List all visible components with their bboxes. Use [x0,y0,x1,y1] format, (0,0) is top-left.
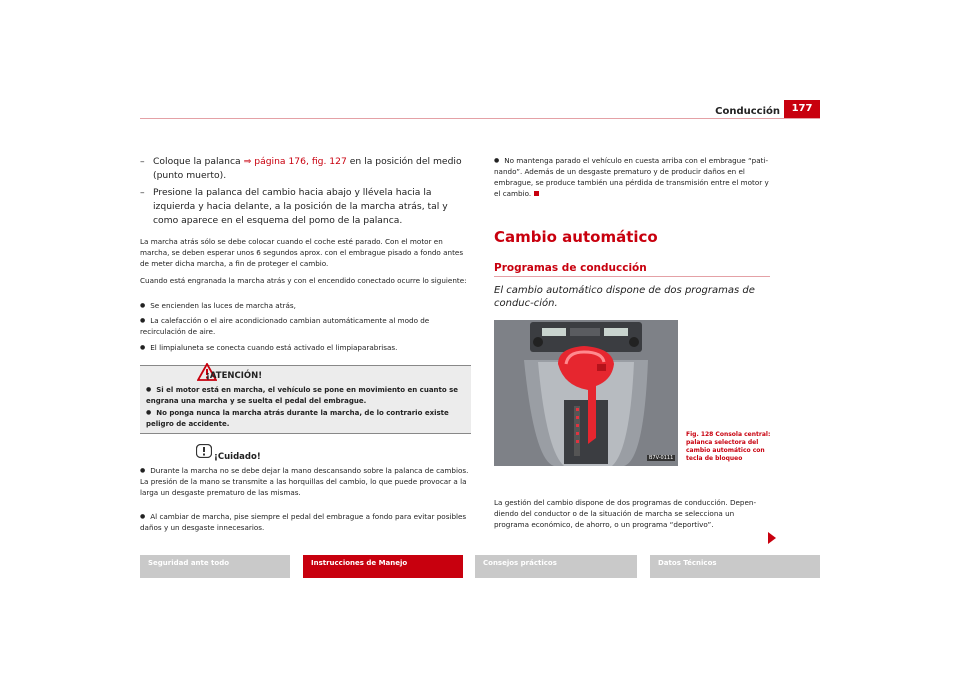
bullet-text: ● No mantenga parado el vehículo en cuesta arriba con el embrague “pati-nando”. Además de un desgaste prematuro y de producir daños en el embrague, se produce también una pérdida de transmisión entre el motor y el cambio. [494,156,769,198]
gear-selector-photo [494,320,678,466]
header-rule [140,118,820,119]
footer-tab-label: Datos Técnicos [658,559,717,567]
page-link[interactable]: ⇒ página 176, fig. 127 [243,156,347,167]
warning-item: ● No ponga nunca la marcha atrás durante la marcha, de lo contrario existe peligro de accidente. [146,407,466,430]
chapter-title: Conducción [715,106,780,117]
next-page-arrow-icon[interactable] [768,532,776,544]
warning-title: ¡ATENCIÓN! [206,371,263,381]
top-bullet [494,155,770,199]
paragraph: La gestión del cambio dispone de dos programas de conducción. Depen-diendo del conductor o de la situación de marcha se selecciona un programa económico, de ahorro, o un programa “deportivo”. [494,498,757,529]
heading-rule [494,276,770,277]
step-text: Coloque la palanca [153,156,244,167]
footer-tab-instrucciones[interactable] [303,555,463,578]
caution-title: ¡Cuidado! [214,452,261,462]
caution-icon [196,444,212,458]
figure-caption: Fig. 128 Consola central: palanca selectora del cambio automático con tecla de bloqueo [686,431,771,462]
footer-tab-consejos[interactable] [475,555,637,578]
paragraph: La marcha atrás sólo se debe colocar cuando el coche esté parado. Con el motor en marcha, se deben esperar unos 6 segundos aprox. con el embrague pisado a fondo antes de meter dicha marcha, a fin de proteger el cambio. [140,237,464,268]
gear-selector-illustration [494,320,678,466]
caution-item: ● Durante la marcha no se debe dejar la mano descansando sobre la palanca de cambios. La presión de la mano se transmite a las horquillas del cambio, lo que puede provocar a la larga un desgaste prematuro de las mismas. [140,465,471,498]
footer-tab-label: Instrucciones de Manejo [311,559,408,567]
step-text: Presione la palanca del cambio hacia abajo y llévela hacia la izquierda y hacia delante, a la posición de la marcha atrás, tal y como aparece en el esquema del pomo de la palanca. [153,187,448,226]
caution-item: ● Al cambiar de marcha, pise siempre el pedal del embrague a fondo para evitar posibles daños y un desgaste innecesarios. [140,511,471,533]
paragraph: Cuando está engranada la marcha atrás y con el encendido conectado ocurre lo siguiente: [140,276,467,285]
step-text: en la posición del medio (punto muerto). [153,156,462,181]
figure-code: B7V-0111 [649,455,674,461]
page-number: 177 [784,100,820,118]
end-marker-icon [534,191,539,196]
step-dash: – [140,156,145,167]
warning-item: ● Si el motor está en marcha, el vehículo se pone en movimiento en cuanto se engrana una marcha y se suelta el pedal del embrague. [146,384,466,407]
step-1 [140,155,471,183]
lead-text: El cambio automático dispone de dos programas de conduc-ción. [494,285,755,309]
warning-text [146,384,466,430]
bullet-item: ● La calefacción o el aire acondicionado cambian automáticamente al modo de recirculación de aire. [140,315,471,337]
footer-tab-label: Consejos prácticos [483,559,557,567]
subsection-heading: Programas de conducción [494,262,647,274]
footer-tab-label: Seguridad ante todo [148,559,230,567]
section-heading: Cambio automático [494,228,658,246]
footer-tab-datos[interactable] [650,555,820,578]
step-dash: – [140,187,145,198]
bullet-item: ● Se encienden las luces de marcha atrás, [140,300,471,311]
step-2 [140,186,471,228]
footer-tab-seguridad[interactable] [140,555,290,578]
bullet-item: ● El limpialuneta se conecta cuando está activado el limpiaparabrisas. [140,342,471,353]
